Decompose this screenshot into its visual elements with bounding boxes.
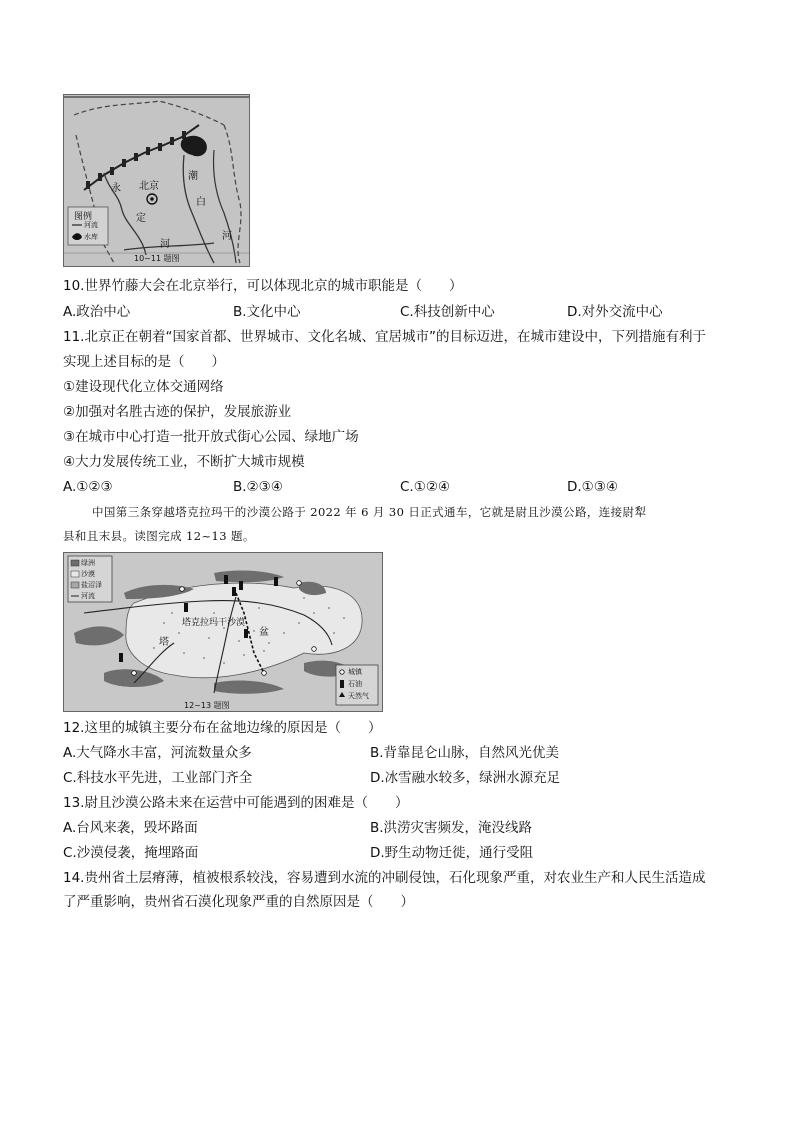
- map1-legend-title: 图例: [74, 212, 93, 222]
- map2-legend-salt-marsh: 盐沼泽: [81, 581, 102, 589]
- map2-legend-desert: 沙漠: [81, 570, 95, 578]
- passage-line1: 中国第三条穿越塔克拉玛干的沙漠公路于 2022 年 6 月 30 日正式通车，它就是尉且沙漠公路，连接尉犁: [92, 505, 647, 519]
- map2-label-ta: 塔: [159, 637, 169, 648]
- q10-option-d: D.对外交流中心: [567, 304, 663, 320]
- beijing-map: [63, 94, 250, 267]
- q13-stem: 13.尉且沙漠公路未来在运营中可能遇到的困难是（ ）: [63, 795, 409, 811]
- q11-item-3: ③在城市中心打造一批开放式街心公园、绿地广场: [63, 429, 359, 445]
- q13-option-d: D.野生动物迁徙，通行受阻: [370, 845, 534, 861]
- map1-label-beijing: 北京: [139, 181, 159, 192]
- q12-option-a: A.大气降水丰富，河流数量众多: [63, 745, 252, 761]
- q12-option-b: B.背靠昆仑山脉，自然风光优美: [370, 745, 560, 761]
- map1-legend-reservoir: 水库: [84, 233, 98, 241]
- q14-stem-line1: 14.贵州省土层瘠薄，植被根系较浅，容易遭到水流的冲刷侵蚀，石化现象严重，对农业生产和人民生活造成: [63, 870, 706, 886]
- map2-legend-river: 河流: [81, 592, 95, 600]
- q11-stem-line1: 11.北京正在朝着“国家首都、世界城市、文化名城、宜居城市”的目标迈进，在城市建设中，下列措施有利于: [63, 329, 706, 345]
- map2-legend-oasis: 绿洲: [81, 559, 95, 567]
- q12-option-d: D.冰雪融水较多，绿洲水源充足: [370, 770, 561, 786]
- q11-option-b: B.②③④: [233, 479, 283, 495]
- map1-label-ding: 定: [136, 213, 146, 224]
- q11-item-4: ④大力发展传统工业，不断扩大城市规模: [63, 454, 305, 470]
- taklimakan-map: [63, 552, 383, 712]
- q11-item-1: ①建设现代化立体交通网络: [63, 379, 224, 395]
- map2-legend-gas: 天然气: [348, 692, 369, 700]
- q14-stem-line2: 了严重影响，贵州省石漠化现象严重的自然原因是（ ）: [63, 894, 414, 910]
- q11-stem-line2: 实现上述目标的是（ ）: [63, 354, 225, 370]
- map1-label-bai: 白: [196, 197, 206, 208]
- map2-label-pen: 盆: [259, 627, 269, 638]
- q13-option-a: A.台风来袭，毁坏路面: [63, 820, 198, 836]
- q11-option-d: D.①③④: [567, 479, 618, 495]
- map1-label-he2: 河: [222, 231, 232, 242]
- q11-option-a: A.①②③: [63, 479, 113, 495]
- q12-option-c: C.科技水平先进，工业部门齐全: [63, 770, 253, 786]
- q10-stem: 10.世界竹藤大会在北京举行，可以体现北京的城市职能是（ ）: [63, 278, 463, 294]
- q10-option-c: C.科技创新中心: [400, 304, 495, 320]
- q10-option-b: B.文化中心: [233, 304, 301, 320]
- q12-stem: 12.这里的城镇主要分布在盆地边缘的原因是（ ）: [63, 720, 382, 736]
- q11-item-2: ②加强对名胜古迹的保护，发展旅游业: [63, 404, 292, 420]
- passage-line2: 县和且末县。读图完成 12~13 题。: [63, 529, 255, 543]
- map1-legend-river: 河流: [84, 221, 98, 229]
- q11-option-c: C.①②④: [400, 479, 451, 495]
- map2-label-desert: 塔克拉玛干沙漠: [182, 618, 246, 628]
- q13-option-c: C.沙漠侵袭，掩埋路面: [63, 845, 199, 861]
- map2-legend-town: 城镇: [348, 668, 362, 676]
- map1-label-he1: 河: [160, 239, 170, 250]
- q13-option-b: B.洪涝灾害频发，淹没线路: [370, 820, 533, 836]
- map2-caption: 12~13 题图: [184, 701, 230, 710]
- q10-option-a: A.政治中心: [63, 304, 131, 320]
- map1-label-chao: 潮: [188, 171, 198, 182]
- map1-label-yong: 永: [111, 183, 121, 194]
- map1-caption: 10~11 题图: [134, 254, 180, 263]
- map2-legend-oil: 石油: [348, 680, 362, 688]
